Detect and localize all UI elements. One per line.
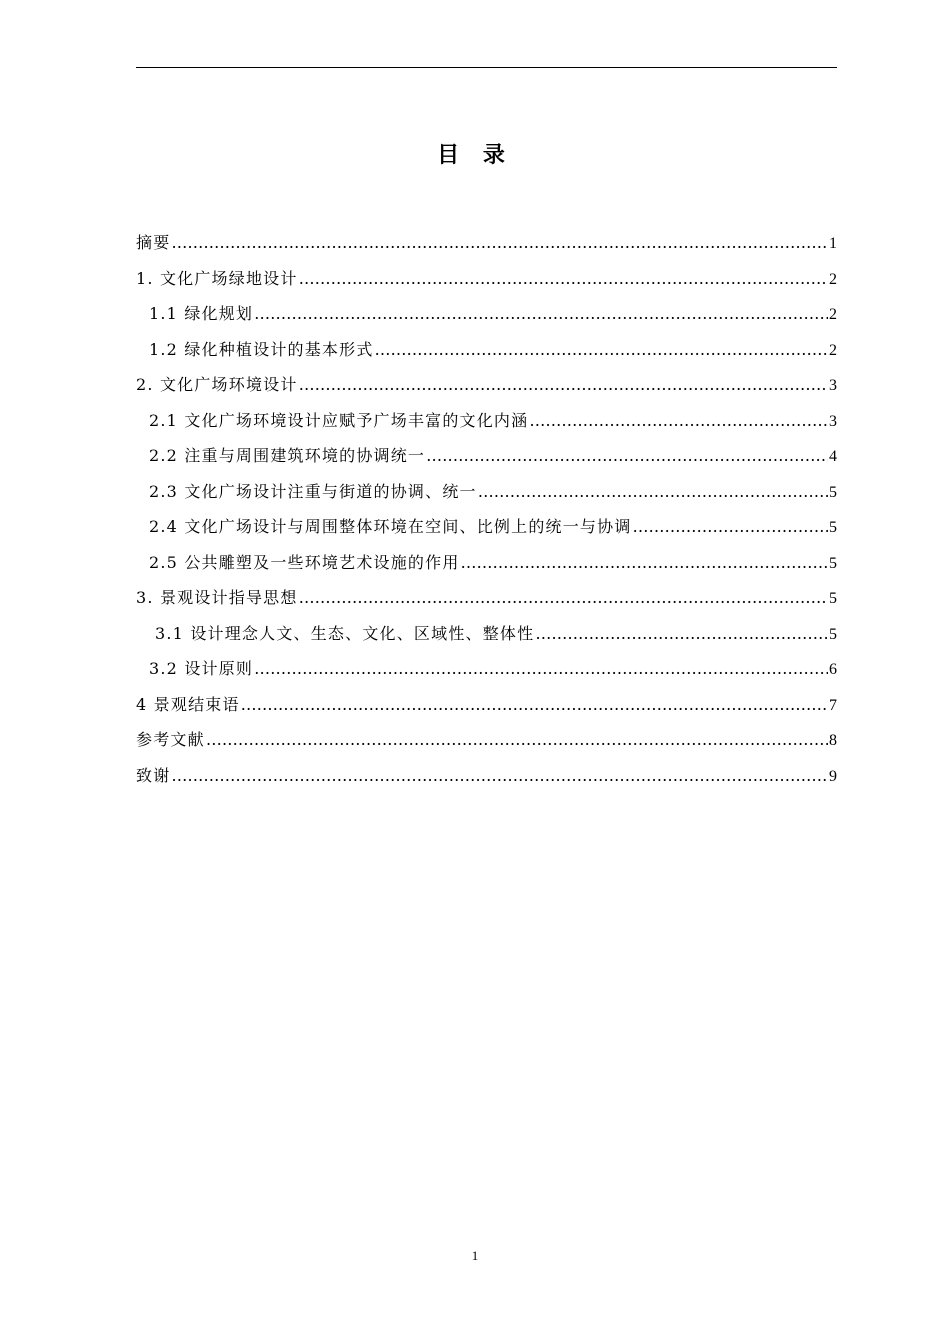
toc-title: 目 录 (437, 143, 513, 168)
toc-entry-page: 5 (829, 625, 837, 643)
toc-dot-leader (299, 264, 828, 294)
toc-dot-leader (461, 548, 828, 578)
toc-entry-page: 1 (829, 235, 837, 252)
toc-dot-leader (206, 725, 828, 755)
toc-entry-page: 2 (829, 306, 837, 323)
toc-entry-section-2-4[interactable] (136, 512, 837, 548)
toc-dot-leader (375, 335, 828, 365)
toc-entry-page: 5 (829, 590, 837, 607)
toc-entry-references[interactable] (136, 725, 837, 761)
toc-entry-acknowledgements[interactable] (136, 761, 837, 797)
toc-entry-label: 1. 文化广场绿地设计 (136, 268, 298, 288)
toc-entry-label: 2.2 注重与周围建筑环境的协调统一 (149, 446, 426, 465)
toc-entry-section-2-5[interactable] (136, 548, 837, 584)
toc-entry-label: 1.1 绿化规划 (149, 304, 254, 323)
toc-dot-leader (254, 299, 828, 329)
toc-entry-page: 5 (829, 554, 837, 572)
toc-entry-label: 3.1 设计理念人文、生态、文化、区域性、整体性 (155, 623, 535, 643)
toc-entry-section-3-2[interactable] (136, 654, 837, 690)
toc-entry-page: 2 (829, 341, 837, 359)
toc-dot-leader (535, 619, 828, 649)
toc-entry-label: 4 景观结束语 (136, 694, 240, 714)
toc-entry-abstract[interactable] (136, 228, 837, 264)
toc-entry-section-1-2[interactable] (136, 335, 837, 371)
toc-dot-leader (529, 406, 828, 436)
toc-entry-label: 2.3 文化广场设计注重与街道的协调、统一 (149, 481, 477, 501)
toc-entry-page: 3 (829, 377, 837, 394)
toc-dot-leader (171, 761, 828, 791)
toc-entry-label: 3. 景观设计指导思想 (136, 588, 298, 607)
toc-entry-page: 8 (829, 732, 837, 749)
toc-dot-leader (633, 512, 828, 542)
toc-entry-page: 6 (829, 661, 837, 678)
toc-entry-section-2-3[interactable] (136, 477, 837, 513)
toc-entry-page: 5 (829, 483, 837, 501)
toc-entry-label: 2.1 文化广场环境设计应赋予广场丰富的文化内涵 (149, 410, 529, 430)
toc-entry-section-2[interactable] (136, 370, 837, 406)
toc-dot-leader (478, 477, 828, 507)
footer-page-number: 1 (471, 1248, 479, 1263)
toc-entry-section-2-2[interactable] (136, 441, 837, 477)
toc-entry-page: 4 (829, 448, 837, 465)
toc-entry-label: 致谢 (136, 765, 171, 785)
toc-entry-section-3-1[interactable] (136, 619, 837, 655)
toc-entry-label: 1.2 绿化种植设计的基本形式 (149, 339, 374, 359)
toc-dot-leader (241, 690, 828, 720)
toc-entry-page: 2 (829, 270, 837, 288)
toc-dot-leader (299, 583, 828, 613)
toc-entry-section-2-1[interactable] (136, 406, 837, 442)
toc-dot-leader (426, 441, 828, 471)
toc-entry-page: 3 (829, 412, 837, 430)
toc-entry-page: 5 (829, 519, 837, 536)
toc-entry-section-1[interactable] (136, 264, 837, 300)
toc-entry-label: 2.4 文化广场设计与周围整体环境在空间、比例上的统一与协调 (149, 517, 632, 536)
toc-entry-label: 参考文献 (136, 730, 205, 749)
toc-entry-label: 3.2 设计原则 (149, 659, 254, 678)
toc-entry-label: 2.5 公共雕塑及一些环境艺术设施的作用 (149, 552, 460, 572)
toc-dot-leader (299, 370, 828, 400)
toc-dot-leader (171, 228, 828, 258)
toc-entry-page: 7 (829, 696, 837, 714)
toc-entry-label: 摘要 (136, 233, 171, 252)
header-rule (136, 67, 837, 68)
toc-entry-page: 9 (829, 767, 837, 785)
toc-entry-label: 2. 文化广场环境设计 (136, 375, 298, 394)
toc-entry-section-3[interactable] (136, 583, 837, 619)
toc-entry-section-4[interactable] (136, 690, 837, 726)
table-of-contents (136, 228, 837, 796)
toc-dot-leader (254, 654, 828, 684)
toc-entry-section-1-1[interactable] (136, 299, 837, 335)
